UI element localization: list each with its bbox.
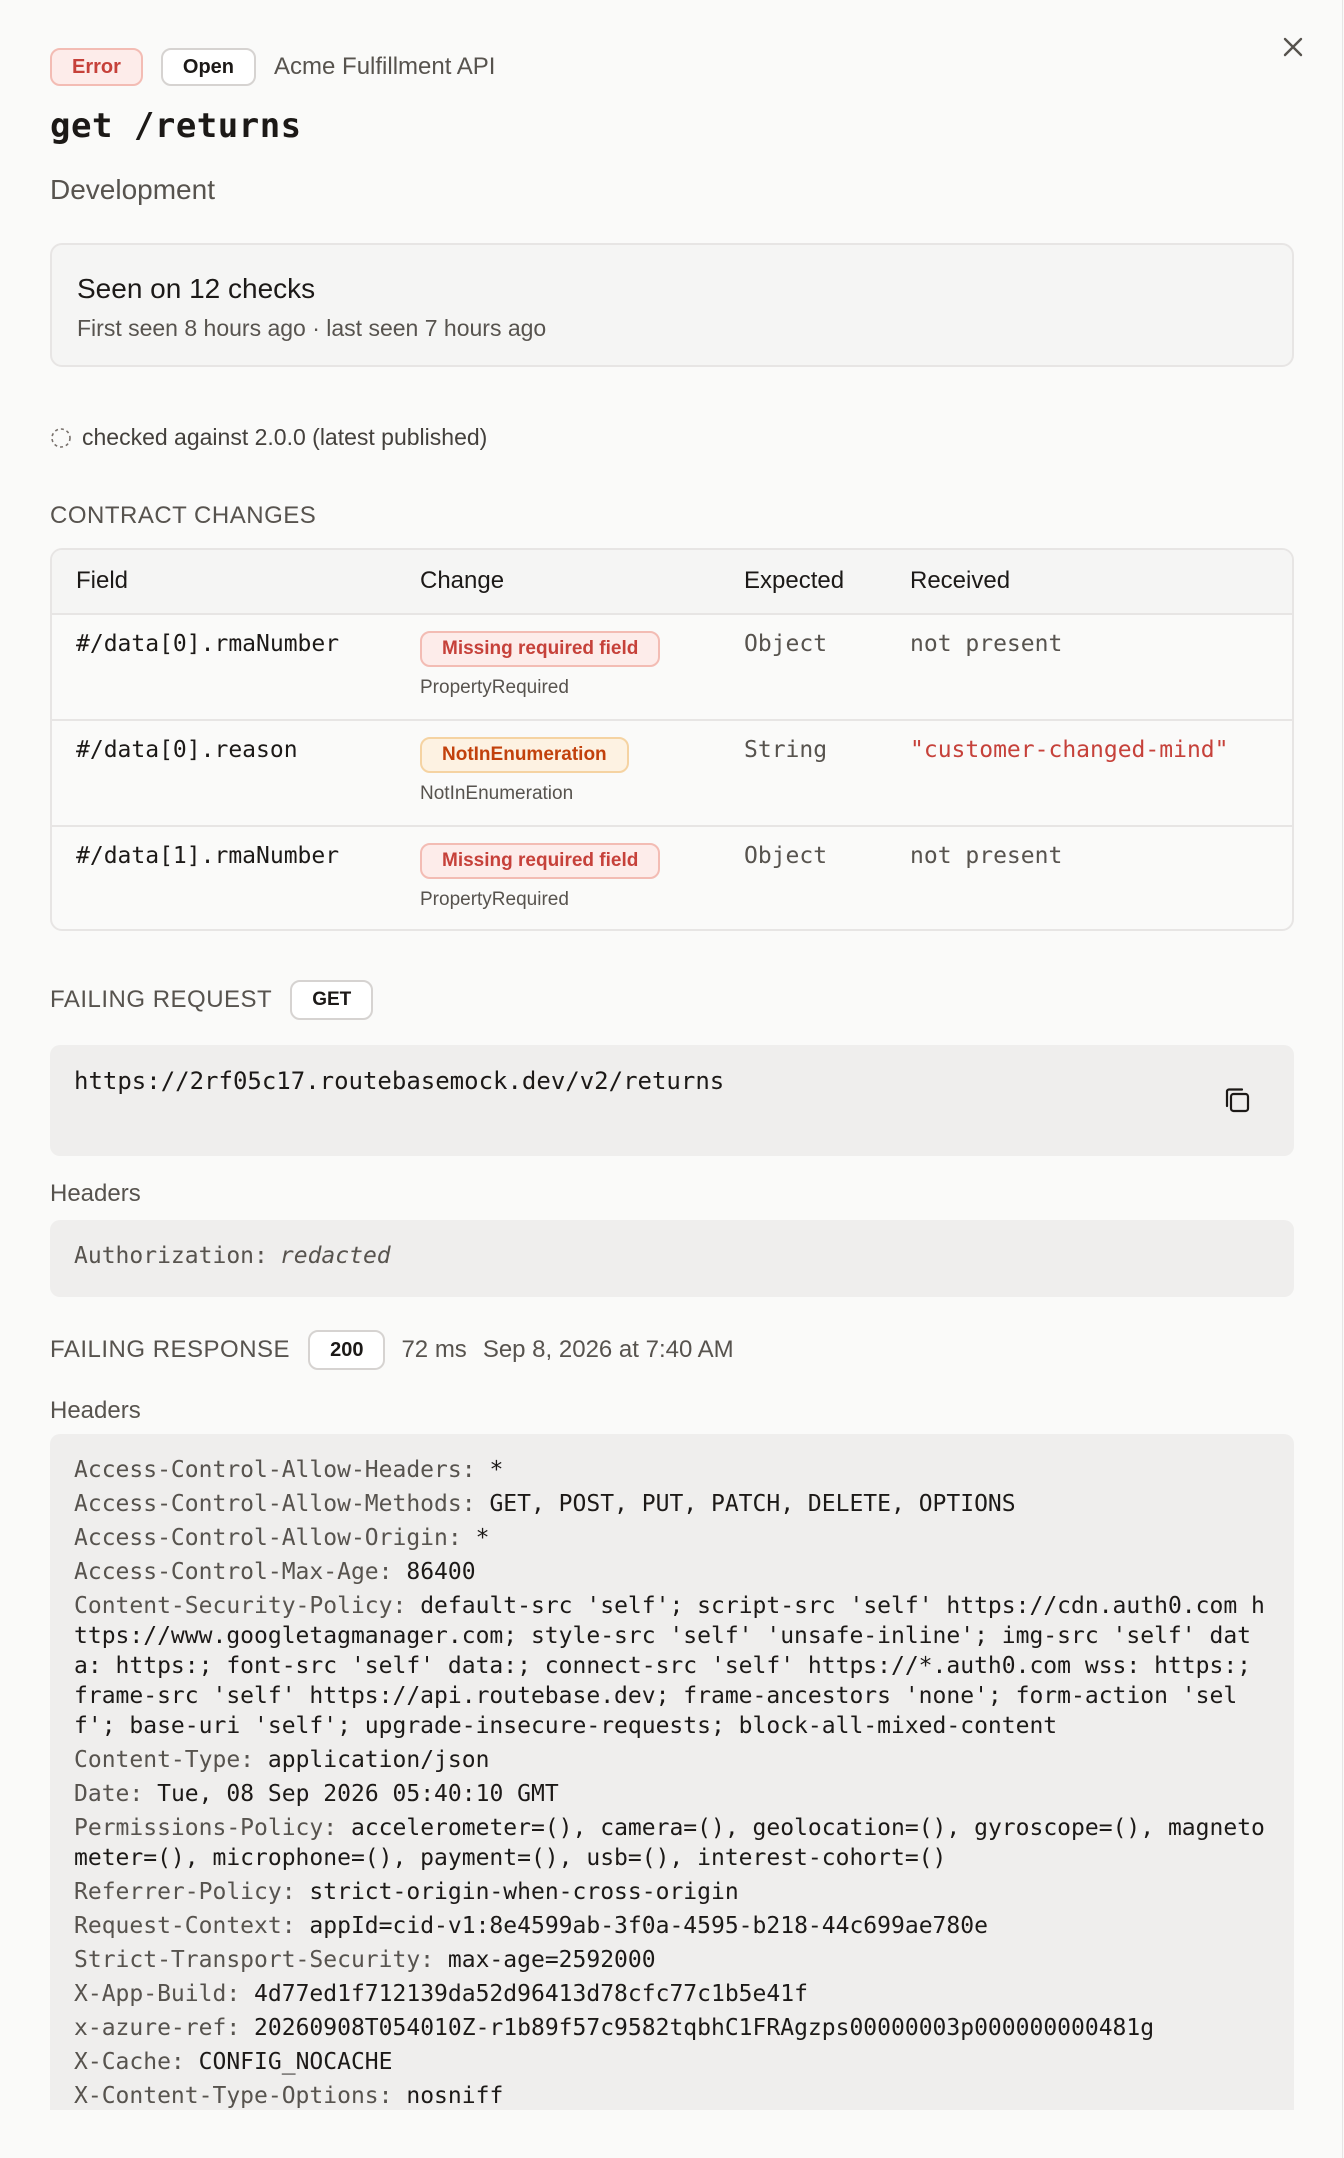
failing-request-heading xyxy=(50,980,373,1020)
header-line xyxy=(74,1779,1270,1809)
header-value: Tue, 08 Sep 2026 05:40:10 GMT xyxy=(157,1781,559,1807)
expected-value: String xyxy=(744,737,828,763)
header-value: default-src 'self'; script-src 'self' https://cdn.auth0.com https://www.googletagmanager.com; style-src 'self' 'unsafe-inline'; img-src 'self' data: https:; font-src 'self' data:; connect-src 'self' https://*.auth0.com wss: https:; frame-src 'self' https://api.routebase.dev; frame-ancestors 'none'; form-action 'self'; base-uri 'self'; upgrade-insecure-requests; block-all-mixed-content xyxy=(74,1593,1265,1739)
change-cell xyxy=(420,843,660,911)
header-key: Content-Security-Policy: xyxy=(74,1593,407,1619)
header-value: GET, POST, PUT, PATCH, DELETE, OPTIONS xyxy=(489,1491,1016,1517)
api-name[interactable]: Acme Fulfillment API xyxy=(274,53,496,80)
header-line xyxy=(74,1979,1270,2009)
expected-value: Object xyxy=(744,631,828,657)
header-key: Access-Control-Max-Age: xyxy=(74,1559,393,1585)
failing-request-label: FAILING REQUEST xyxy=(50,986,273,1013)
authorization-header xyxy=(74,1243,391,1269)
header-line xyxy=(74,1557,1270,1587)
header-value: max-age=2592000 xyxy=(447,1947,656,1973)
response-duration: 72 ms xyxy=(401,1336,467,1363)
header-line xyxy=(74,1523,1270,1553)
header-line xyxy=(74,1745,1270,1775)
change-badge: Missing required field xyxy=(420,631,660,667)
header-key: Referrer-Policy: xyxy=(74,1879,296,1905)
header-key: X-App-Build: xyxy=(74,1981,241,2007)
header-key: Request-Context: xyxy=(74,1913,296,1939)
change-badge: Missing required field xyxy=(420,843,660,879)
header-value: * xyxy=(489,1457,504,1483)
close-icon xyxy=(1281,35,1305,59)
column-received: Received xyxy=(910,567,1011,594)
change-code: PropertyRequired xyxy=(420,677,569,698)
status-code-badge: 200 xyxy=(308,1330,385,1370)
received-value: not present xyxy=(910,631,1063,657)
header-key: Permissions-Policy: xyxy=(74,1815,338,1841)
header-value: 4d77ed1f712139da52d96413d78cfc77c1b5e41f xyxy=(254,1981,808,2007)
received-value: "customer-changed-mind" xyxy=(910,737,1229,763)
request-url-box xyxy=(50,1045,1294,1156)
table-row[interactable] xyxy=(52,615,1292,721)
failing-response-label: FAILING RESPONSE xyxy=(50,1336,291,1363)
response-headers-label: Headers xyxy=(50,1397,141,1424)
contract-changes-heading: CONTRACT CHANGES xyxy=(50,502,317,529)
header-value: redacted xyxy=(279,1243,391,1269)
header-value: accelerometer=(), camera=(), geolocation=(), gyroscope=(), magnetometer=(), microphone=(), payment=(), usb=(), interest-cohort=() xyxy=(74,1815,1265,1871)
expected-value: Object xyxy=(744,843,828,869)
header-key: Strict-Transport-Security: xyxy=(74,1947,435,1973)
header-line xyxy=(74,2013,1270,2043)
column-change: Change xyxy=(420,567,505,594)
issue-tags xyxy=(50,48,495,86)
copy-url-button[interactable] xyxy=(1218,1081,1256,1119)
header-line xyxy=(74,1945,1270,1975)
page-title: get /returns xyxy=(50,106,302,146)
header-value: * xyxy=(475,1525,490,1551)
header-key: Content-Type: xyxy=(74,1747,255,1773)
contract-changes-table xyxy=(50,548,1294,931)
header-key: X-Cache: xyxy=(74,2049,185,2075)
table-header xyxy=(52,550,1292,615)
header-value: CONFIG_NOCACHE xyxy=(198,2049,393,2075)
response-timestamp: Sep 8, 2026 at 7:40 AM xyxy=(482,1336,734,1363)
header-value: appId=cid-v1:8e4599ab-3f0a-4595-b218-44c699ae780e xyxy=(309,1913,988,1939)
seen-timing: First seen 8 hours ago · last seen 7 hours ago xyxy=(77,315,547,341)
change-badge: NotInEnumeration xyxy=(420,737,629,773)
header-line xyxy=(74,1455,1270,1485)
checked-against xyxy=(50,424,487,451)
status-badge: Error xyxy=(50,48,143,86)
seen-count: Seen on 12 checks xyxy=(77,273,316,304)
response-headers-box[interactable] xyxy=(50,1434,1294,2110)
change-cell xyxy=(420,737,629,805)
header-line xyxy=(74,2081,1270,2110)
header-line xyxy=(74,1813,1270,1873)
header-value: nosniff xyxy=(406,2083,504,2109)
change-code: NotInEnumeration xyxy=(420,783,574,804)
header-value: 20260908T054010Z-r1b89f57c9582tqbhC1FRAgzps00000003p000000000481g xyxy=(254,2015,1155,2041)
spinner-icon xyxy=(50,427,72,449)
field-path: #/data[0].rmaNumber xyxy=(76,631,340,657)
header-key: Access-Control-Allow-Headers: xyxy=(74,1457,476,1483)
state-badge: Open xyxy=(161,48,256,86)
environment-label: Development xyxy=(50,174,215,205)
header-value: strict-origin-when-cross-origin xyxy=(309,1879,739,1905)
request-url[interactable]: https://2rf05c17.routebasemock.dev/v2/returns xyxy=(74,1067,725,1095)
header-value: application/json xyxy=(267,1747,490,1773)
request-headers-box xyxy=(50,1220,1294,1297)
failing-response-heading xyxy=(50,1330,734,1370)
received-value: not present xyxy=(910,843,1063,869)
table-row[interactable] xyxy=(52,827,1292,931)
response-headers-list xyxy=(74,1455,1270,2110)
copy-icon xyxy=(1222,1085,1252,1115)
header-value: 86400 xyxy=(406,1559,476,1585)
seen-summary-card xyxy=(50,243,1294,367)
header-key: Access-Control-Allow-Origin: xyxy=(74,1525,462,1551)
method-badge: GET xyxy=(290,980,373,1020)
header-line xyxy=(74,2047,1270,2077)
checked-against-text: checked against 2.0.0 (latest published) xyxy=(82,424,488,450)
field-path: #/data[0].reason xyxy=(76,737,298,763)
change-cell xyxy=(420,631,660,699)
column-field: Field xyxy=(76,567,129,594)
close-button[interactable] xyxy=(1276,30,1310,64)
header-key: Date: xyxy=(74,1781,144,1807)
field-path: #/data[1].rmaNumber xyxy=(76,843,340,869)
header-key: X-Content-Type-Options: xyxy=(74,2083,393,2109)
change-code: PropertyRequired xyxy=(420,889,569,910)
header-line xyxy=(74,1591,1270,1741)
header-line xyxy=(74,1877,1270,1907)
table-row[interactable] xyxy=(52,721,1292,827)
header-key: Access-Control-Allow-Methods: xyxy=(74,1491,476,1517)
request-headers-label: Headers xyxy=(50,1180,141,1207)
header-key: Authorization: xyxy=(74,1243,268,1269)
column-expected: Expected xyxy=(744,567,845,594)
header-line xyxy=(74,1489,1270,1519)
header-line xyxy=(74,1911,1270,1941)
header-key: x-azure-ref: xyxy=(74,2015,241,2041)
